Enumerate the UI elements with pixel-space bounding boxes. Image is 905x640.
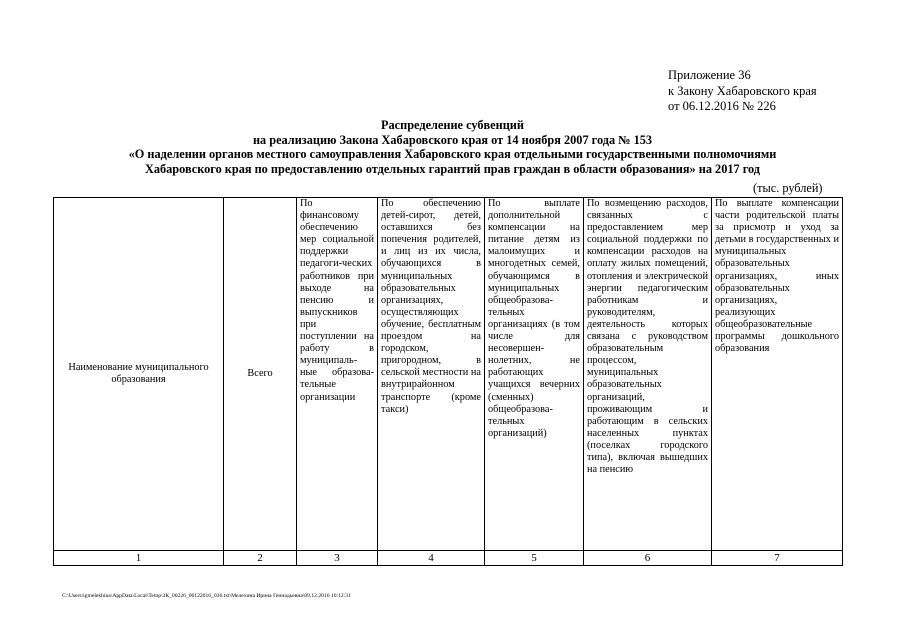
header-total: Всего bbox=[224, 198, 297, 551]
header-municipality: Наименование муниципального образования bbox=[54, 198, 224, 551]
title-line-1: Распределение субвенций bbox=[381, 118, 524, 132]
units-label: (тыс. рублей) bbox=[753, 181, 823, 195]
appendix-date: от 06.12.2016 № 226 bbox=[668, 99, 776, 113]
title-line-3: «О наделении органов местного самоуправления Хабаровского края отдельными государственными полномочиями bbox=[128, 147, 777, 161]
header-parental-fee-compensation: По выплате компенсации части родительской платы за присмотр и уход за детьми в государственных и муниципальных образовательных организациях, иных образовательных организациях, реализующих общеобразовательные программы дошкольного образования bbox=[712, 198, 843, 551]
header-pedagogical-support: По финансовому обеспечению мер социальной поддержки педагоги-ческих работников при выходе на пенсию и выпускников при поступлении на работу в муниципаль-ные образова-тельные организации bbox=[297, 198, 378, 551]
column-number: 6 bbox=[584, 551, 712, 566]
header-orphans-transport: По обеспечению детей-сирот, детей, оставшихся без попечения родителей, и лиц из их числа, обучающихся в муниципальных образовательных организациях, осуществляющих обучение, бесплатным проездом на городском, пригородном, в сельской местности на внутрирайонном транспорте (кроме такси) bbox=[378, 198, 485, 551]
appendix-number: Приложение 36 bbox=[668, 68, 751, 82]
file-path-footer: C:\Users\igmelekhina\AppData\Local\Temp\ЗК_00226_06122016_036.txt\Мелехина Ирина Геннадьевна\09.12.2016 10:12:31 bbox=[62, 593, 351, 599]
appendix-reference bbox=[668, 68, 817, 115]
column-number: 3 bbox=[297, 551, 378, 566]
title-line-2: на реализацию Закона Хабаровского края от 14 ноября 2007 года № 153 bbox=[252, 132, 653, 147]
subventions-table bbox=[53, 197, 843, 566]
column-number: 1 bbox=[54, 551, 224, 566]
column-number: 7 bbox=[712, 551, 843, 566]
header-housing-compensation: По возмещению расходов, связанных с предоставлением мер социальной поддержки по компенсации расходов на оплату жилых помещений, отопления и электрической энергии педагогическим работникам и руководителям, деятельность которых связана с руководством образовательным процессом, муниципальных образовательных организаций, проживающим и работающим в сельских населенных пунктах (поселках городского типа), включая вышедших на пенсию bbox=[584, 198, 712, 551]
table-header-row bbox=[54, 198, 843, 551]
table-column-number-row bbox=[54, 551, 843, 566]
appendix-law: к Закону Хабаровского края bbox=[668, 83, 817, 98]
document-title bbox=[60, 118, 845, 176]
header-meal-compensation: По выплате дополнительной компенсации на питание детям из малоимущих и многодетных семей, обучающимся в муниципальных общеобразова-тельных организациях (в том числе для несовершен-нолетних, не работающих учащихся вечерних (сменных) общеобразова-тельных организаций) bbox=[485, 198, 584, 551]
column-number: 4 bbox=[378, 551, 485, 566]
title-line-4: Хабаровского края по предоставлению отдельных гарантий прав граждан в области образования» на 2017 год bbox=[144, 161, 761, 176]
column-number: 2 bbox=[224, 551, 297, 566]
column-number: 5 bbox=[485, 551, 584, 566]
